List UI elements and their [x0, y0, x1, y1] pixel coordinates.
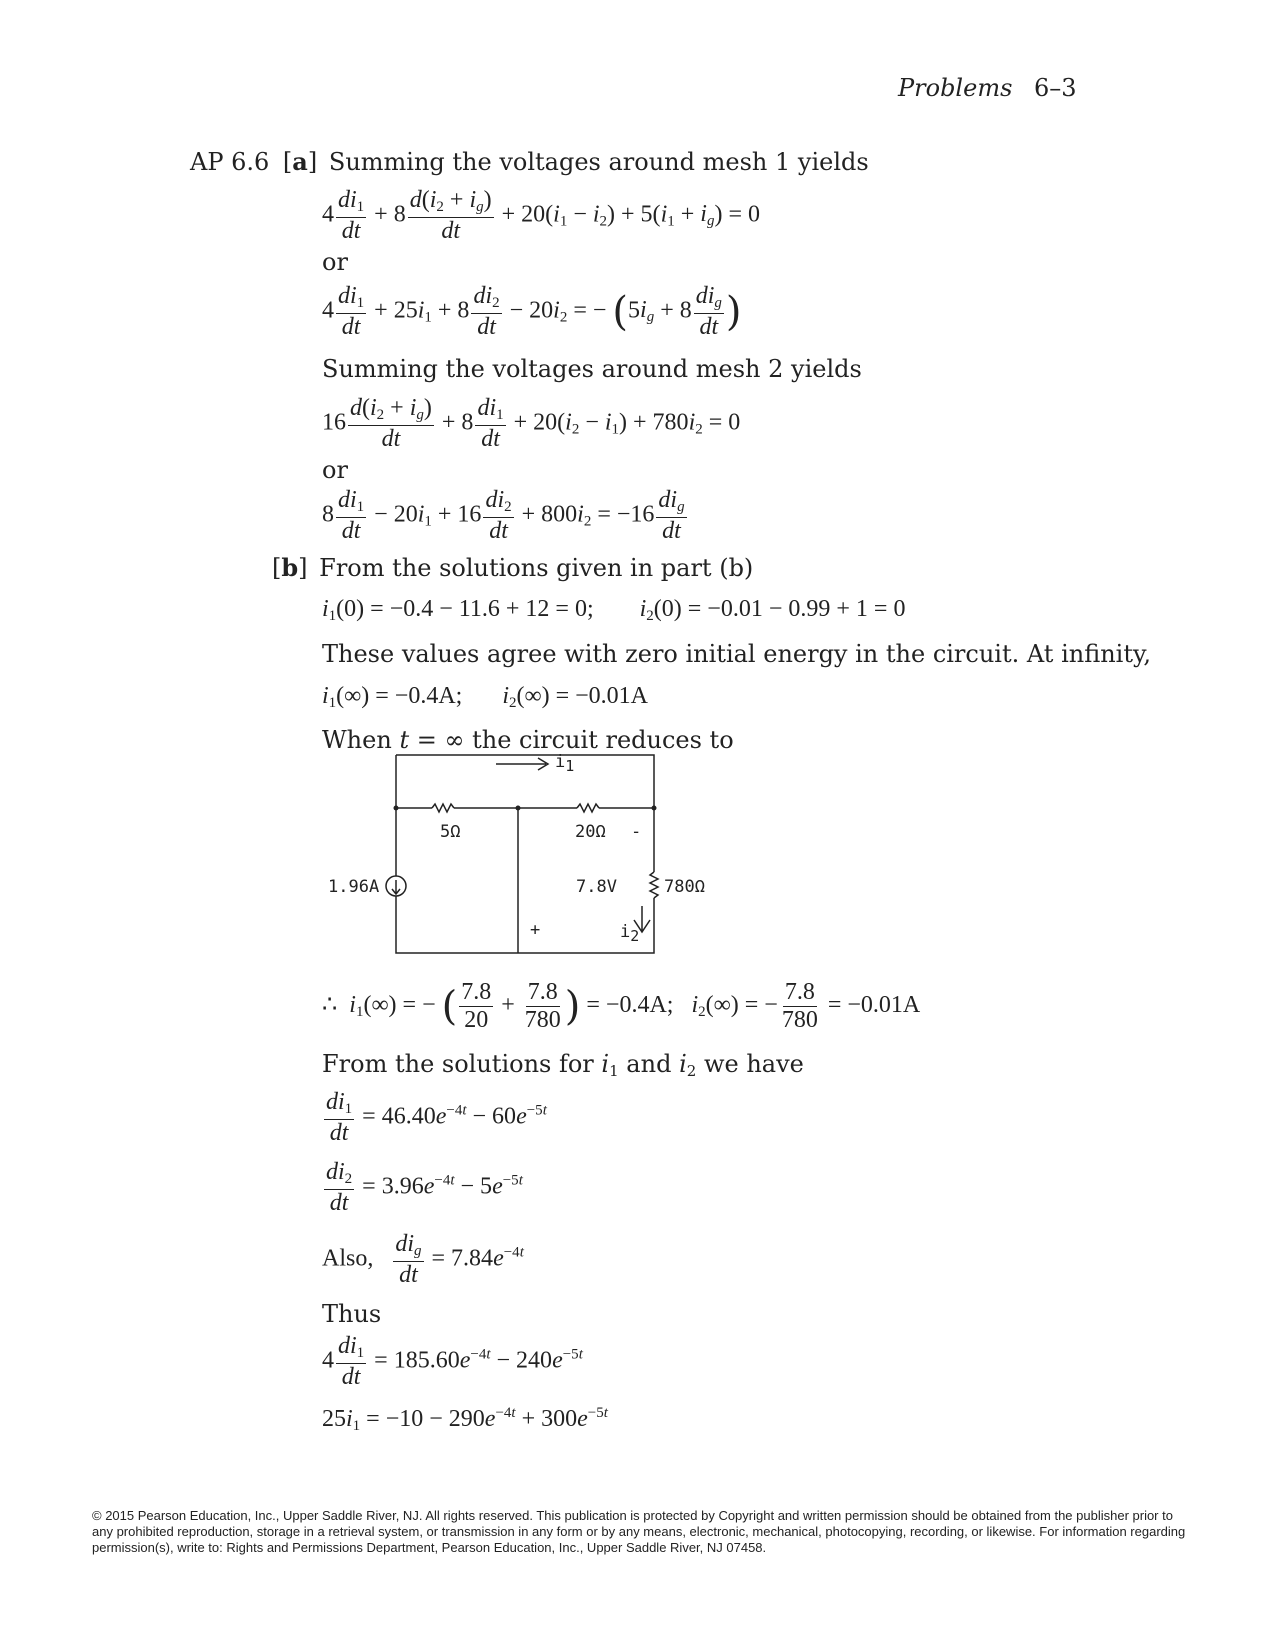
part-a-intro: Summing the voltages around mesh 1 yields [328, 148, 869, 176]
i2-label [620, 922, 639, 945]
i1-letter: i [555, 752, 566, 772]
equation-infinity: ∴ $i_1(\infty)$ = − ( $\frac{7.8}{20}$ + $\frac{7.8}{780}$ ) = −0.4A; $i_2(\infty)$ = − $\frac{7.8}{780}$ = −0.01A [322, 979, 921, 1034]
initial-values: $i_1(0) = -0.4 - 11.6 + 12 = 0$; $i_2(0) = -0.01 - 0.99 + 1 = 0$ [322, 596, 906, 624]
we-have-words: we have [703, 1050, 804, 1078]
resistor-20-ohm [577, 804, 599, 812]
reduces-text: the circuit reduces to [472, 726, 734, 754]
i1-arrow-icon [496, 758, 548, 770]
minus-sign: - [631, 822, 642, 842]
part-b-tag: [b] [272, 553, 308, 582]
mesh2-intro: Summing the voltages around mesh 2 yields [322, 355, 862, 383]
when-t-text: When t = ∞ the circuit reduces to [322, 726, 734, 754]
r1-label: 5Ω [440, 822, 461, 842]
from-solutions-words: From the solutions for [322, 1050, 594, 1078]
or-text-1: or [322, 248, 348, 276]
voltage-label: 7.8V [576, 877, 617, 897]
i2-subscript: 2 [630, 927, 640, 945]
r2-label: 20Ω [575, 822, 606, 842]
running-header-title: Problems [898, 74, 1013, 102]
equation-25i1: $25i_1 = -10 - 290e^{-4t} + 300e^{-5t}$ [322, 1405, 608, 1434]
i2-letter: i [620, 922, 631, 942]
i1-label [555, 752, 574, 775]
part-a-tag: [a] [282, 147, 318, 176]
copyright-footer: © 2015 Pearson Education, Inc., Upper Saddle River, NJ. All rights reserved. This publication is protected by Copyright and written permission should be obtained from the publisher prior to any prohibited reproduction, storage in a retrieval system, or transmission in any form or by any means, electronic, mechanical, photocopying, recording, or likewise. For information regarding permission(s), write to: Rights and Permissions Department, Pearson Education, Inc., Upper Saddle River, NJ 07458. [92, 1508, 1186, 1555]
i1-subscript: 1 [565, 757, 575, 775]
resistor-5-ohm [432, 804, 454, 812]
current-source-label: 1.96A [328, 877, 380, 897]
thus-text: Thus [322, 1300, 382, 1328]
equation-di2-dt: $\frac{di_2}{dt}$ = $3.96e^{-4t} - 5e^{-5t}$ [326, 1159, 523, 1216]
from-solutions-text: From the solutions for $i_1$ and $i_2$ we have [322, 1050, 804, 1080]
when-word: When [322, 726, 392, 754]
also-word: Also, [322, 1245, 374, 1272]
equation-mesh2: 16 $\frac{d(i_2 + i_g)}{dt}$ + 8 $\frac{di_1}{dt}$ + $20(i_2 - i_1) + 780i_2 = 0$ [322, 395, 741, 452]
or-text-2: or [322, 456, 348, 484]
part-b-intro: From the solutions given in part (b) [319, 554, 754, 582]
problem-label: AP 6.6 [190, 148, 270, 176]
equation-mesh1: 4 $\frac{di_1}{dt}$ + 8 $\frac{d(i_2 + i_g)}{dt}$ + $20(i_1 - i_2) + 5(i_1 + i_g) = 0$ [322, 187, 760, 244]
equation-di1-dt: $\frac{di_1}{dt}$ = $46.40e^{-4t} - 60e^{-5t}$ [326, 1089, 547, 1146]
equation-mesh1-rearranged: 4 $\frac{di_1}{dt}$ + $25i_1 + 8$ $\frac{di_2}{dt}$ − $20i_2$ = − ($5i_g + 8$ $\frac{di_g}{dt}$ ) [322, 283, 742, 340]
final-values: $i_1(\infty) = -0.4A$; $i_2(\infty) = -0.01A$ [322, 683, 649, 711]
equation-dig-dt: Also, $\frac{di_g}{dt}$ = $7.84e^{-4t}$ [322, 1231, 524, 1288]
and-word: and [626, 1050, 672, 1078]
page-number: 6–3 [1034, 74, 1077, 102]
part-b-heading [272, 553, 753, 582]
equation-mesh2-rearranged: 8 $\frac{di_1}{dt}$ − $20i_1 + 16$ $\frac{di_2}{dt}$ + $800i_2 = -16$ $\frac{di_g}{dt}$ [322, 487, 685, 544]
resistor-780-ohm [650, 872, 658, 898]
problem-heading [190, 147, 869, 176]
plus-sign: + [530, 920, 541, 940]
top-wire [396, 755, 654, 808]
equation-4-di1-dt: 4 $\frac{di_1}{dt}$ = $185.60e^{-4t} - 240e^{-5t}$ [322, 1333, 583, 1390]
agree-text: These values agree with zero initial energy in the circuit. At infinity, [322, 640, 1151, 668]
r3-label: 780Ω [664, 877, 705, 897]
